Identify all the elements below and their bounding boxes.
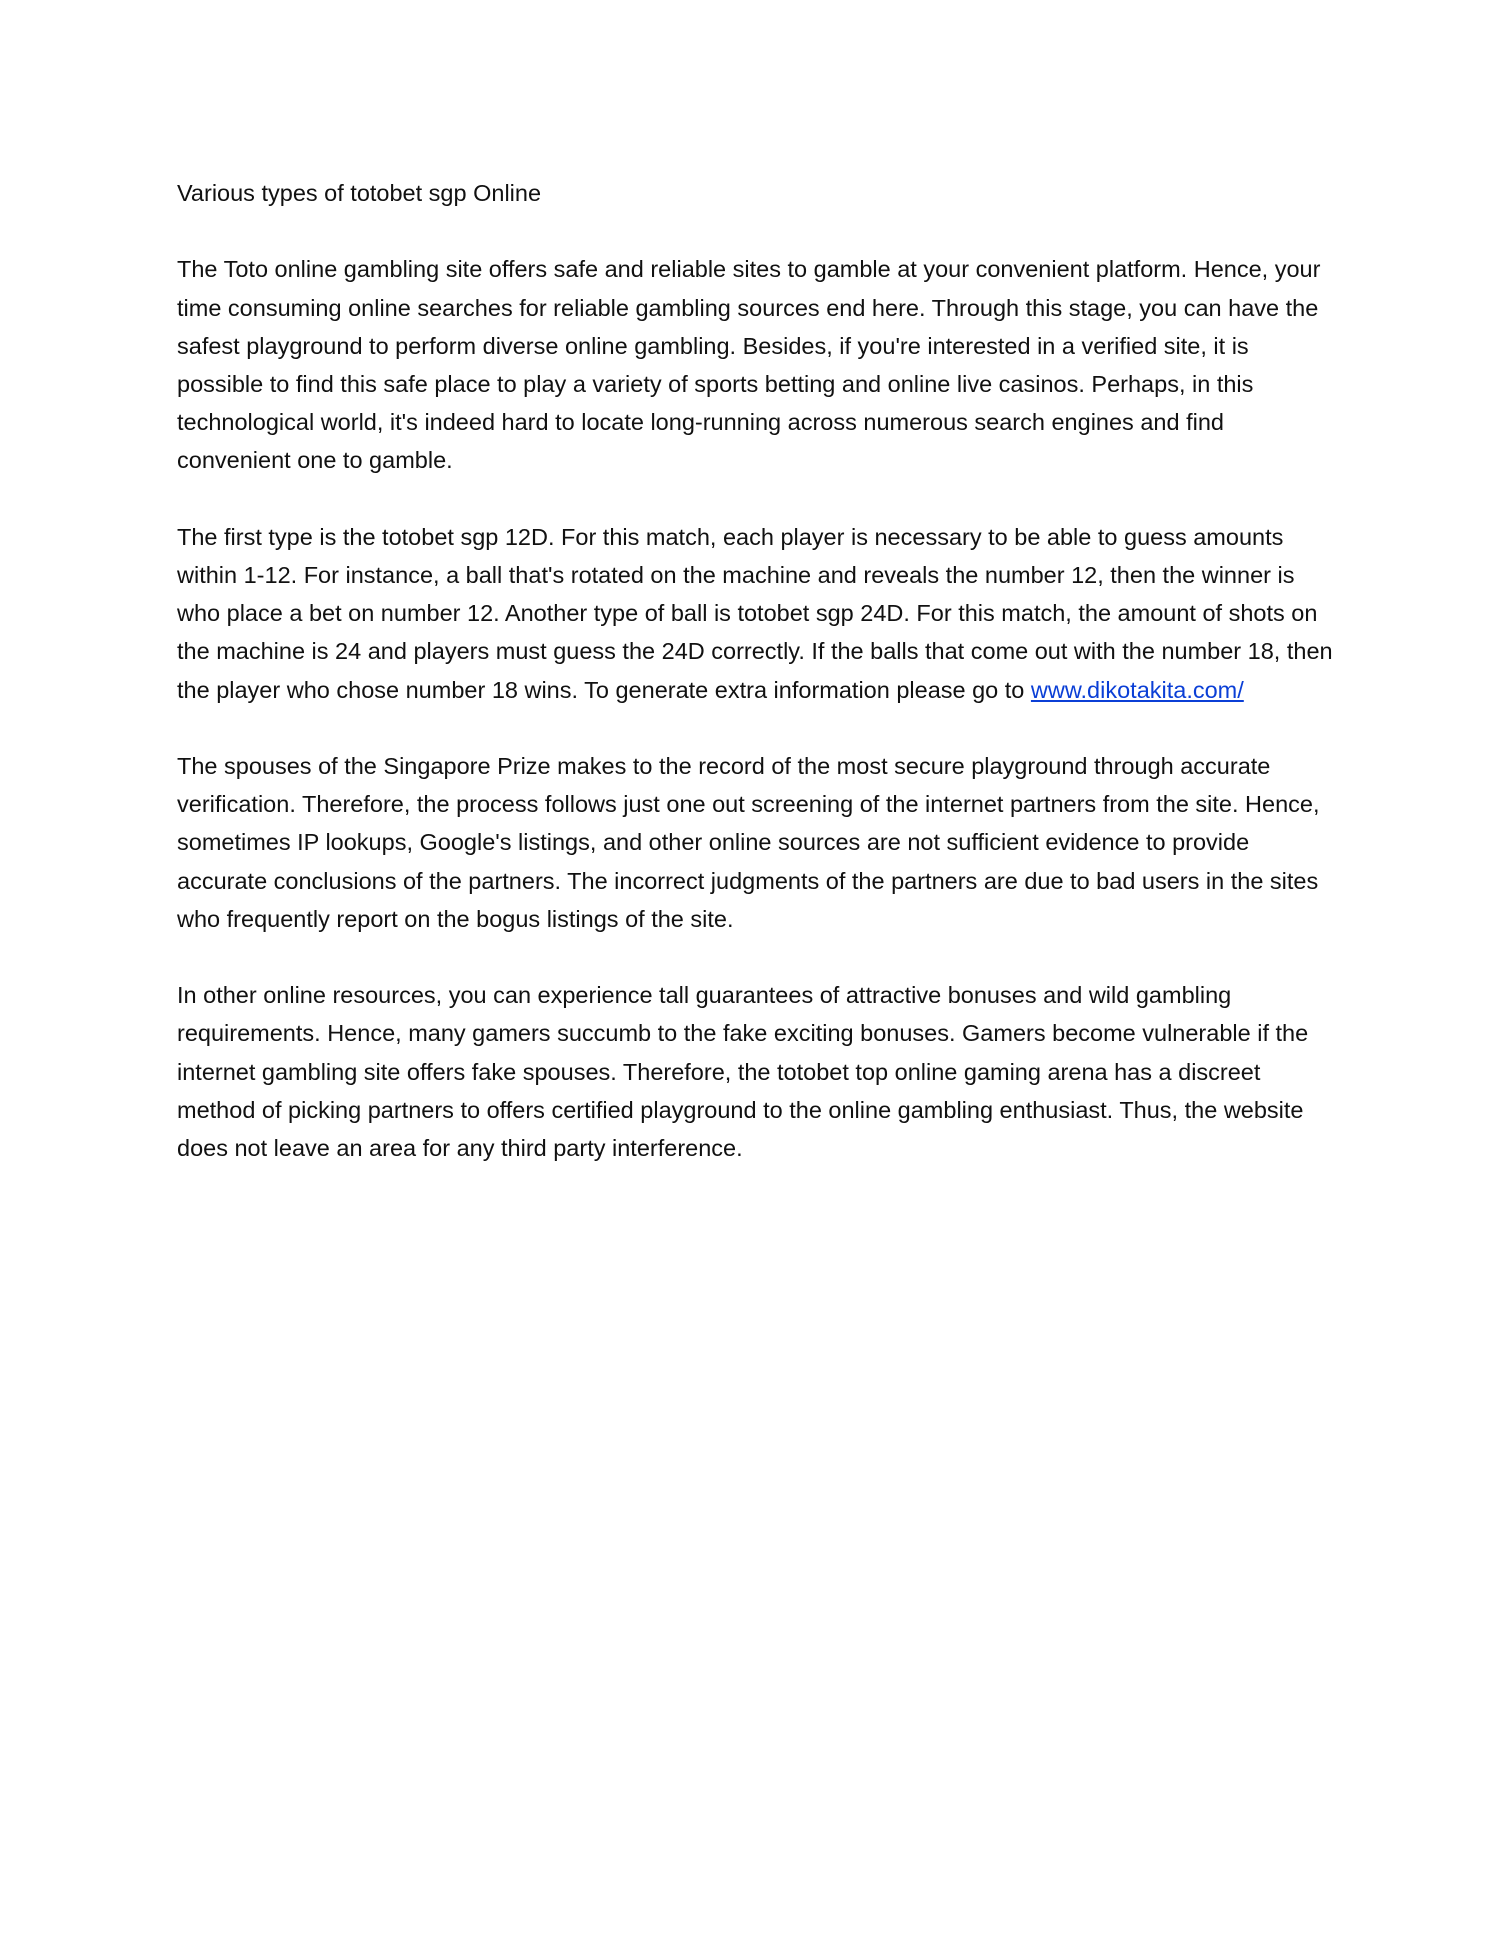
paragraph-types-text: The first type is the totobet sgp 12D. For this match, each player is necessary to be able to guess amounts within 1-12. For instance, a ball that's rotated on the machine and reveals the number 12, then the winner is who place a bet on number 12. Another type of ball is totobet sgp 24D. For this match, the amount of shots on the machine is 24 and players must guess the 24D correctly. If the balls that come out with the number 18, then the player who chose number 18 wins. To generate extra information please go to: [177, 523, 1333, 703]
document-body: [177, 174, 1337, 1205]
paragraph-singapore-prize: The spouses of the Singapore Prize makes to the record of the most secure playground through accurate verification. Therefore, the process follows just one out screening of the internet partners from the site. Hence, sometimes IP lookups, Google's listings, and other online sources are not sufficient evidence to provide accurate conclusions of the partners. The incorrect judgments of the partners are due to bad users in the sites who frequently report on the bogus listings of the site.: [177, 753, 1320, 932]
paragraph-intro: The Toto online gambling site offers safe and reliable sites to gamble at your convenient platform. Hence, your time consuming online searches for reliable gambling sources end here. Through this stage, you can have the safest playground to perform diverse online gambling. Besides, if you're interested in a verified site, it is possible to find this safe place to play a variety of sports betting and online live casinos. Perhaps, in this technological world, it's indeed hard to locate long-running across numerous search engines and find convenient one to gamble.: [177, 256, 1321, 474]
dikotakita-link[interactable]: www.dikotakita.com/: [1030, 676, 1244, 703]
paragraph-types: [177, 518, 1337, 709]
document-title: Various types of totobet sgp Online: [177, 180, 542, 206]
paragraph-bonuses: In other online resources, you can experience tall guarantees of attractive bonuses and wild gambling requirements. Hence, many gamers succumb to the fake exciting bonuses. Gamers become vulnerable if the internet gambling site offers fake spouses. Therefore, the totobet top online gaming arena has a discreet method of picking partners to offers certified playground to the online gambling enthusiast. Thus, the website does not leave an area for any third party interference.: [177, 982, 1309, 1162]
